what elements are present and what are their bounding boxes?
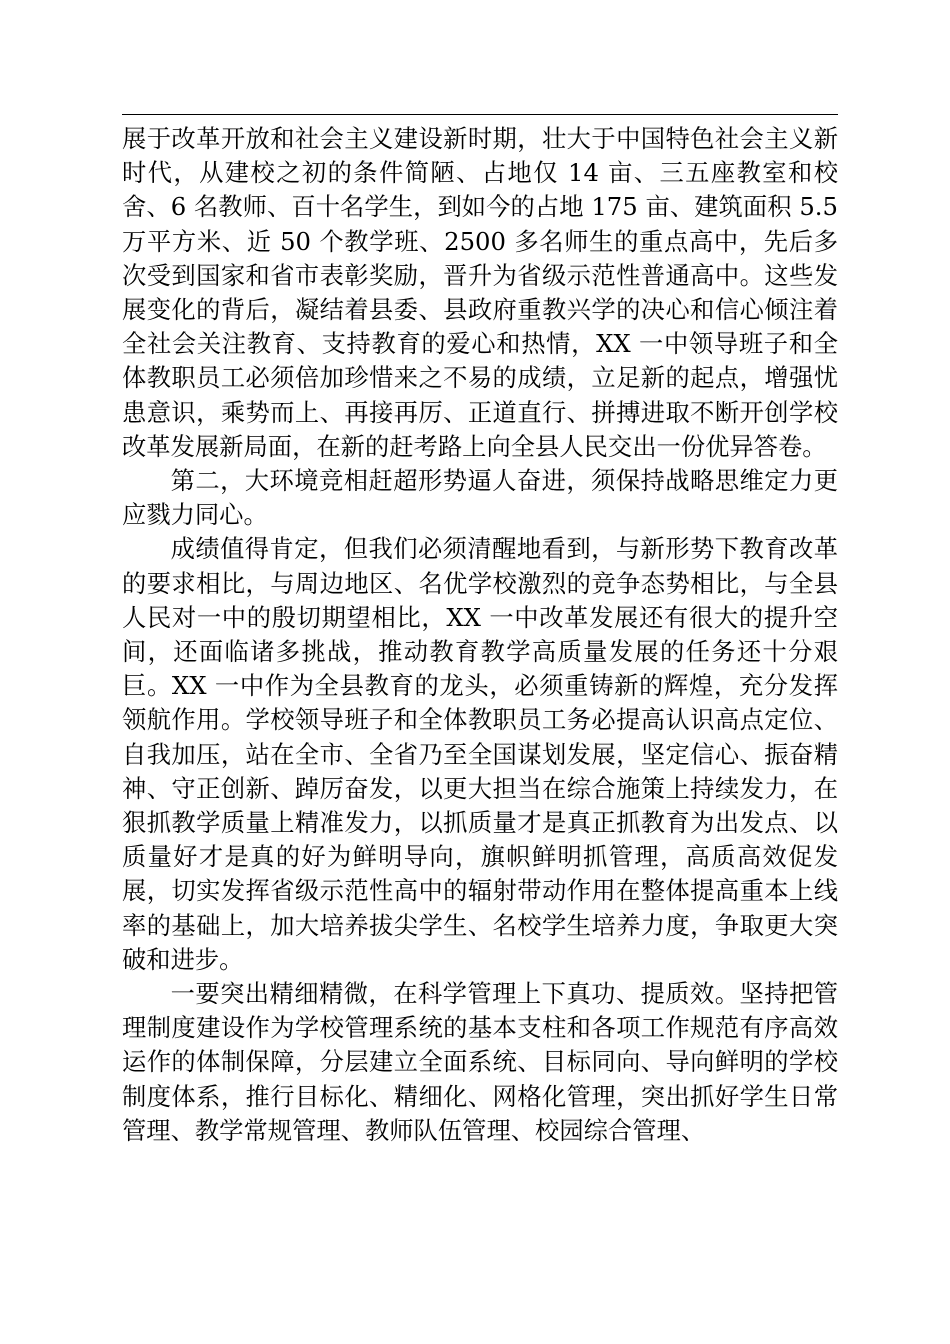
header-rule (122, 114, 838, 115)
document-body (122, 122, 838, 1148)
paragraph-heading-second: 第二，大环境竞相赶超形势逼人奋进，须保持战略思维定力更应戮力同心。 (122, 466, 838, 530)
paragraph-body: 成绩值得肯定，但我们必须清醒地看到，与新形势下教育改革的要求相比，与周边地区、名优学校激烈的竞争态势相比，与全县人民对一中的殷切期望相比，XX 一中改革发展还有很大的提升空间，还面临诸多挑战，推动教育教学高质量发展的任务还十分艰巨。XX 一中作为全县教育的龙头，必须重铸新的辉煌，充分发挥领航作用。学校领导班子和全体教职员工务必提高认识高点定位、自我加压，站在全市、全省乃至全国谋划发展，坚定信心、振奋精神、守正创新、踔厉奋发，以更大担当在综合施策上持续发力，在狠抓教学质量上精准发力，以抓质量才是真正抓教育为出发点、以质量好才是真的好为鲜明导向，旗帜鲜明抓管理，高质高效促发展，切实发挥省级示范性高中的辐射带动作用在整体提高重本上线率的基础上，加大培养拔尖学生、名校学生培养力度，争取更大突破和进步。 (122, 534, 838, 974)
paragraph-continuation: 展于改革开放和社会主义建设新时期，壮大于中国特色社会主义新时代，从建校之初的条件简陋、占地仅 14 亩、三五座教室和校舍、6 名教师、百十名学生，到如今的占地 175 亩、建筑面积 5.5 万平方米、近 50 个教学班、2500 多名师生的重点高中，先后多次受到国家和省市表彰奖励，晋升为省级示范性普通高中。这些发展变化的背后，凝结着县委、县政府重教兴学的决心和信心倾注着全社会关注教育、支持教育的爱心和热情，XX 一中领导班子和全体教职员工必须倍加珍惜来之不易的成绩，立足新的起点，增强忧患意识，乘势而上、再接再厉、正道直行、拼搏进取不断开创学校改革发展新局面，在新的赶考路上向全县人民交出一份优异答卷。 (122, 124, 838, 461)
paragraph-body: 一要突出精细精微，在科学管理上下真功、提质效。坚持把管理制度建设作为学校管理系统的基本支柱和各项工作规范有序高效运作的体制保障，分层建立全面系统、目标同向、导向鲜明的学校制度体系，推行目标化、精细化、网格化管理，突出抓好学生日常管理、教学常规管理、教师队伍管理、校园综合管理、 (122, 979, 838, 1145)
